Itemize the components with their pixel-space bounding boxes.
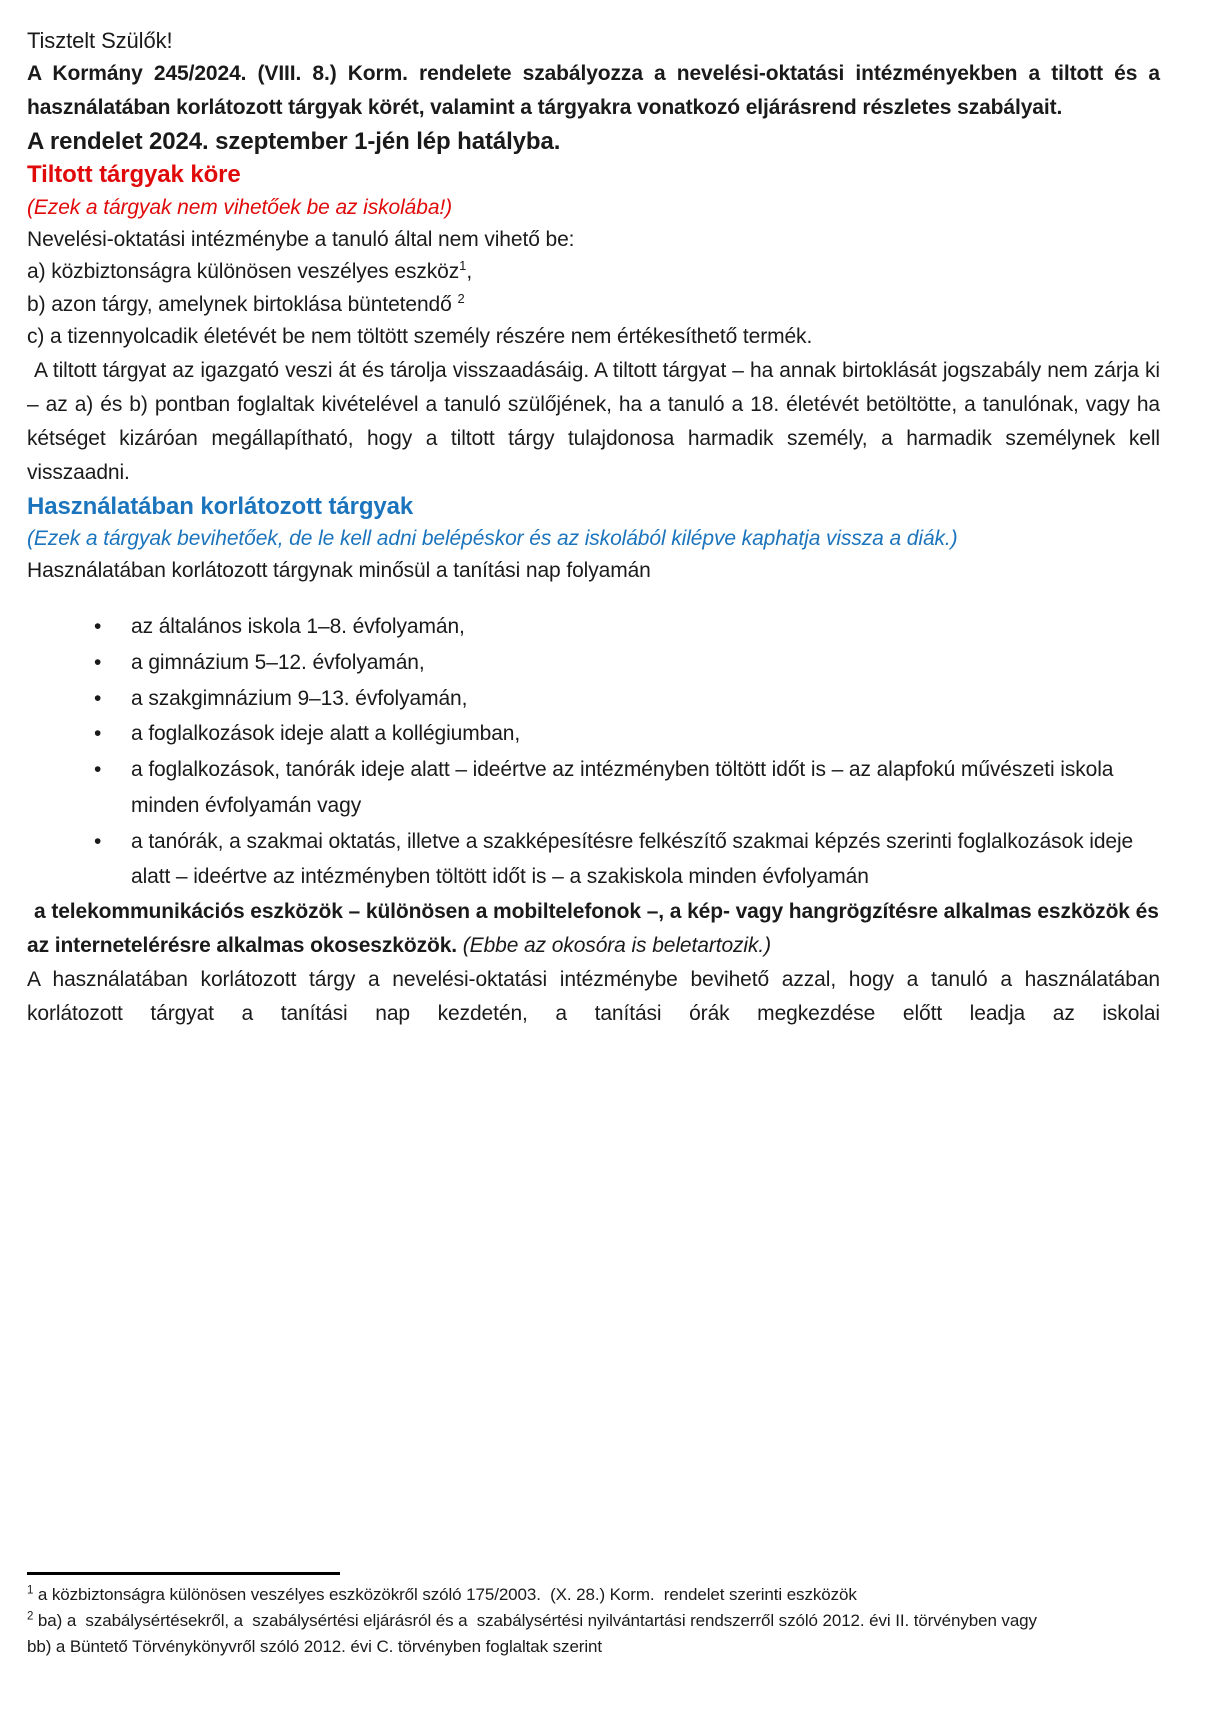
prohibited-item-b [27,289,1160,322]
footnote-2b [27,1634,1160,1660]
footnote-ref-1: 1 [459,258,467,274]
footnote-2b-text: bb) a Büntető Törvénykönyvről szóló 2012. évi C. törvényben foglaltak szerint [27,1637,603,1656]
footnote-separator [27,1572,340,1575]
restricted-items-note: (Ezek a tárgyak bevihetőek, de le kell adni belépéskor és az iskolából kilépve kaphatja vissza a diák.) [27,527,958,551]
list-item: • az általános iskola 1–8. évfolyamán, [131,609,1160,645]
prohibited-items-heading: Tiltott tárgyak köre [27,161,241,189]
prohibited-items-note: (Ezek a tárgyak nem vihetőek be az iskolába!) [27,196,453,220]
restricted-devices-note: (Ebbe az okosóra is beletartozik.) [457,933,772,957]
restricted-closing-paragraph: A használatában korlátozott tárgy a nevelési-oktatási intézménybe bevihető azzal, hogy a tanuló a használatában korlátozott tárgyat a tanítási nap kezdetén, a tanítási órák megkezdése előtt leadja az iskolai [27,967,1160,1025]
prohibited-item-c: c) a tizennyolcadik életévét be nem töltött személy részére nem értékesíthető termék. [27,325,813,349]
restricted-scope-list [27,609,1160,895]
prohibited-item-a-suffix: , [466,260,473,284]
effective-date-heading: A rendelet 2024. szeptember 1-jén lép hatályba. [27,127,561,155]
footnote-1-text: a közbiztonságra különösen veszélyes eszközökről szóló 175/2003. (X. 28.) Korm. rendelet szerinti eszközök [33,1585,857,1604]
footnotes-section [27,1572,1160,1660]
list-item: • a tanórák, a szakmai oktatás, illetve a szakképesítésre felkészítő szakmai képzés szerinti foglalkozások ideje alatt – ideértve az intézményben töltött időt is – a szakiskola minden évfolyamán [131,824,1160,895]
prohibited-item-b-text: b) azon tárgy, amelynek birtoklása büntetendő [27,292,458,316]
list-item: • a foglalkozások, tanórák ideje alatt – ideértve az intézményben töltött időt is – az alapfokú művészeti iskola minden évfolyamán vagy [131,752,1160,823]
list-item: • a szakgimnázium 9–13. évfolyamán, [131,681,1160,717]
restricted-items-lead: Használatában korlátozott tárgynak minősül a tanítási nap folyamán [27,558,651,582]
prohibited-items-lead: Nevelési-oktatási intézménybe a tanuló által nem vihető be: [27,227,575,251]
greeting: Tisztelt Szülők! [27,28,173,53]
prohibited-handover-paragraph: A tiltott tárgyat az igazgató veszi át és tárolja visszaadásáig. A tiltott tárgyat – ha annak birtoklását jogszabály nem zárja ki – az a) és b) pontban foglaltak kivételével a tanuló szülőjének, ha a tanuló a 18. életévét betöltötte, a tanulónak, vagy ha kétséget kizáróan megállapítható, hogy a tiltott tárgy tulajdonosa harmadik személy, a harmadik személynek kell visszaadni. [27,358,1160,484]
prohibited-item-a-text: a) közbiztonságra különösen veszélyes eszköz [27,260,460,284]
footnote-1-marker: 1 [27,1584,34,1597]
prohibited-item-a [27,256,1160,289]
restricted-items-heading: Használatában korlátozott tárgyak [27,492,414,520]
footnote-1 [27,1582,1160,1608]
footnote-2-text: ba) a szabálysértésekről, a szabálysértési eljárásról és a szabálysértési nyilvántartási rendszerről szóló 2012. évi II. törvényben vagy [33,1611,1037,1630]
footnote-2-marker: 2 [27,1610,34,1623]
footnote-ref-2: 2 [457,290,465,306]
footnote-2 [27,1608,1160,1634]
list-item: • a foglalkozások ideje alatt a kollégiumban, [131,716,1160,752]
restricted-devices-bold: a telekommunikációs eszközök – különösen a mobiltelefonok –, a kép- vagy hangrögzítésre alkalmas eszközök és az internetelérésre alkalmas okoseszközök. [27,899,1159,957]
intro-paragraph: A Kormány 245/2024. (VIII. 8.) Korm. rendelete szabályozza a nevelési-oktatási intézményekben a tiltott és a használatában korlátozott tárgyak körét, valamint a tárgyakra vonatkozó eljárásrend részletes szabályait. [27,61,1160,119]
restricted-devices-paragraph [27,895,1160,963]
list-item: • a gimnázium 5–12. évfolyamán, [131,645,1160,681]
